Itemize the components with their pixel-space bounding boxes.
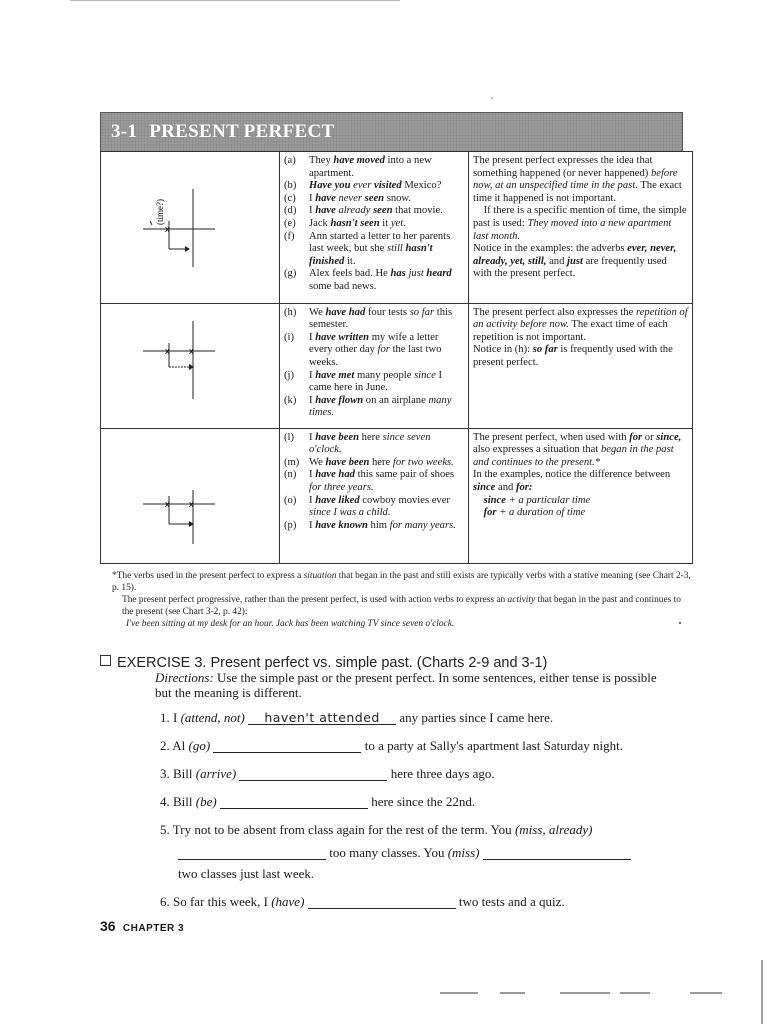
example-label: (c) [284,192,296,204]
question-number: 5. [160,822,170,837]
question-6 [160,894,565,909]
question-5 [160,822,592,837]
examples-h-k [280,303,469,428]
question-verb: (miss) [447,845,480,860]
question-4 [160,794,475,809]
question-1 [160,710,553,725]
example-text: We have been here for two weeks. [309,456,454,468]
example-text: Have you ever visited Mexico? [309,180,442,192]
grammar-chart [100,112,688,564]
timeline-diagram-continuing [101,428,280,563]
answer-blank[interactable] [213,738,361,753]
answer-blank[interactable] [483,845,631,860]
example-label: (f) [284,230,295,242]
question-number: 6. [160,894,170,909]
exercise-title [100,655,547,671]
example-text: I have been here since seven o'clock. [309,431,431,456]
chart-number: 3-1 [111,121,138,142]
example-label: (g) [284,268,297,280]
example-sentence [284,180,464,193]
example-text: I have liked cowboy movies ever since I was a child. [309,494,450,519]
example-text: We have had four tests so far this semester. [309,306,453,331]
answer-blank[interactable] [178,845,326,860]
page-number: 36 [100,918,116,934]
question-5-line-2 [178,845,631,860]
explanation-repetition: The present perfect also expresses the repetition of an activity before now. The exact time of each repetition is not important. Notice in (h): so far is frequently used with the present perfect. [469,303,693,428]
example-label: (k) [284,394,297,406]
example-sentence [284,155,464,180]
example-sentence [284,205,464,218]
footnote-example: I've been sitting at my desk for an hour. Jack has been watching TV since seven o'clock. [126,619,455,629]
timeline-icon [105,307,265,419]
examples-list [284,307,464,420]
example-sentence [284,231,464,269]
example-text: They have moved into a new apartment. [309,155,432,179]
top-scan-line [70,0,400,1]
footnote-line: *The verbs used in the present perfect to express a situation that began in the past and still exists are typically verbs with a stative meaning (see Chart 2-3, p. 15). [112,571,691,593]
example-label: (h) [284,306,297,318]
svg-text:x: x [165,498,170,509]
explanation-unspecified: The present perfect expresses the idea that something happened (or never happened) before now, at an unspecified time in the past. The exact time it happened is not important. If there is a specific mention of time, the simple past is used: They moved into a new apartment last month. Notice in the examples: the adverbs ever, never, already, yet, still, and just are frequently used with the present perfect. [469,152,693,304]
example-label: (a) [284,155,296,166]
chart-title: PRESENT PERFECT [149,121,335,142]
example-sentence [284,469,464,494]
answer-blank[interactable] [239,766,387,781]
question-subject: I [173,710,181,725]
question-verb: (have) [271,894,305,909]
question-subject: Bill [173,794,196,809]
directions-text: Use the simple past or the present perfect. In some sentences, either tense is possible but the meaning is different. [155,670,657,700]
chart-footnote [112,570,692,630]
question-5-line-3 [178,866,314,881]
answer-blank[interactable]: haven't attended [248,710,396,725]
chart-table [100,151,693,564]
question-verb: (arrive) [195,766,237,781]
example-text: I have never seen snow. [309,192,412,204]
question-rest: any parties since I came here. [399,710,554,725]
exercise-checkbox[interactable] [100,655,111,666]
question-rest: too many classes. You [329,845,448,860]
example-sentence [284,332,464,370]
example-sentence [284,432,464,457]
question-rest: to a party at Sally's apartment last Saturday night. [364,738,624,753]
svg-text:x: x [189,345,194,356]
example-sentence [284,370,464,395]
chart-header [100,112,683,151]
example-text: I have written my wife a letter every other day for the last two weeks. [309,331,442,368]
example-label: (o) [284,494,297,506]
example-sentence [284,307,464,332]
example-label: (b) [284,180,297,192]
chapter-label: CHAPTER 3 [122,923,185,934]
example-label: (m) [284,456,300,468]
question-verb: (miss, already) [514,822,593,837]
example-text: Alex feels bad. He has just heard some bad news. [309,268,452,292]
question-number: 4. [160,794,170,809]
answer-blank[interactable] [308,894,456,909]
question-2 [160,738,623,753]
question-verb: (be) [195,794,217,809]
footnote-line: The present perfect progressive, rather than the present perfect, is used with action verbs to express an activity that began in the past and continues to the present (see Chart 3-2, p. 42): [122,595,681,617]
question-rest: two classes just last week. [178,866,315,881]
examples-a-g [280,152,469,304]
example-text: I have known him for many years. [309,519,456,531]
chart-row [101,303,693,428]
examples-list [284,155,464,294]
svg-text:x: x [189,498,194,509]
explanation-continuing: The present perfect, when used with for or since, also expresses a situation that began in the past and continues to the present.* In the examples, notice the difference between since and for: since + a particular time for + a duration of time [469,428,693,563]
example-sentence [284,457,464,470]
chart-row [101,152,693,304]
example-sentence [284,395,464,420]
example-label: (p) [284,519,297,531]
example-text: I have flown on an airplane many times. [309,394,452,419]
example-label: (n) [284,469,297,481]
example-text: I have met many people since I came here in June. [309,369,443,394]
example-sentence [284,193,464,206]
example-label: (l) [284,431,294,443]
chart-row [101,428,693,563]
directions-label: Directions: [155,670,214,685]
example-sentence [284,520,464,533]
question-subject: Bill [173,766,196,781]
timeline-icon [105,432,265,554]
question-3 [160,766,495,781]
svg-text:x: x [165,345,170,356]
timeline-diagram-unspecified [101,152,280,304]
question-subject: Al [172,738,189,753]
exercise-directions [155,670,675,700]
example-sentence [284,218,464,231]
question-rest: here since the 22nd. [371,794,476,809]
question-rest: here three days ago. [390,766,495,781]
example-text: I have already seen that movie. [309,205,443,217]
example-label: (d) [284,205,297,217]
question-number: 1. [160,710,170,725]
example-sentence [284,495,464,520]
examples-list [284,432,464,533]
timeline-icon [105,155,265,295]
question-rest: two tests and a quiz. [458,894,565,909]
question-verb: (attend, not) [180,710,245,725]
example-label: (j) [284,369,294,381]
question-number: 2. [160,738,170,753]
example-label: (e) [284,217,296,229]
example-sentence [284,268,464,293]
exercise-title-text: EXERCISE 3. Present perfect vs. simple past. (Charts 2-9 and 3-1) [117,655,548,671]
page-footer [100,918,184,934]
examples-l-p [280,428,469,563]
question-subject: So far this week, I [173,894,272,909]
question-verb: (go) [188,738,211,753]
question-number: 3. [160,766,170,781]
svg-text:x: x [165,224,170,234]
time-axis-label: (time?) [155,199,165,225]
timeline-diagram-repetition [101,303,280,428]
example-label: (i) [284,331,294,343]
example-text: I have had this same pair of shoes for three years. [309,469,455,493]
example-text: Jack hasn't seen it yet. [309,217,406,229]
answer-blank[interactable] [220,794,368,809]
example-text: Ann started a letter to her parents last week, but she still hasn't finished it. [309,230,451,267]
question-subject: Try not to be absent from class again for the rest of the term. You [172,822,515,837]
